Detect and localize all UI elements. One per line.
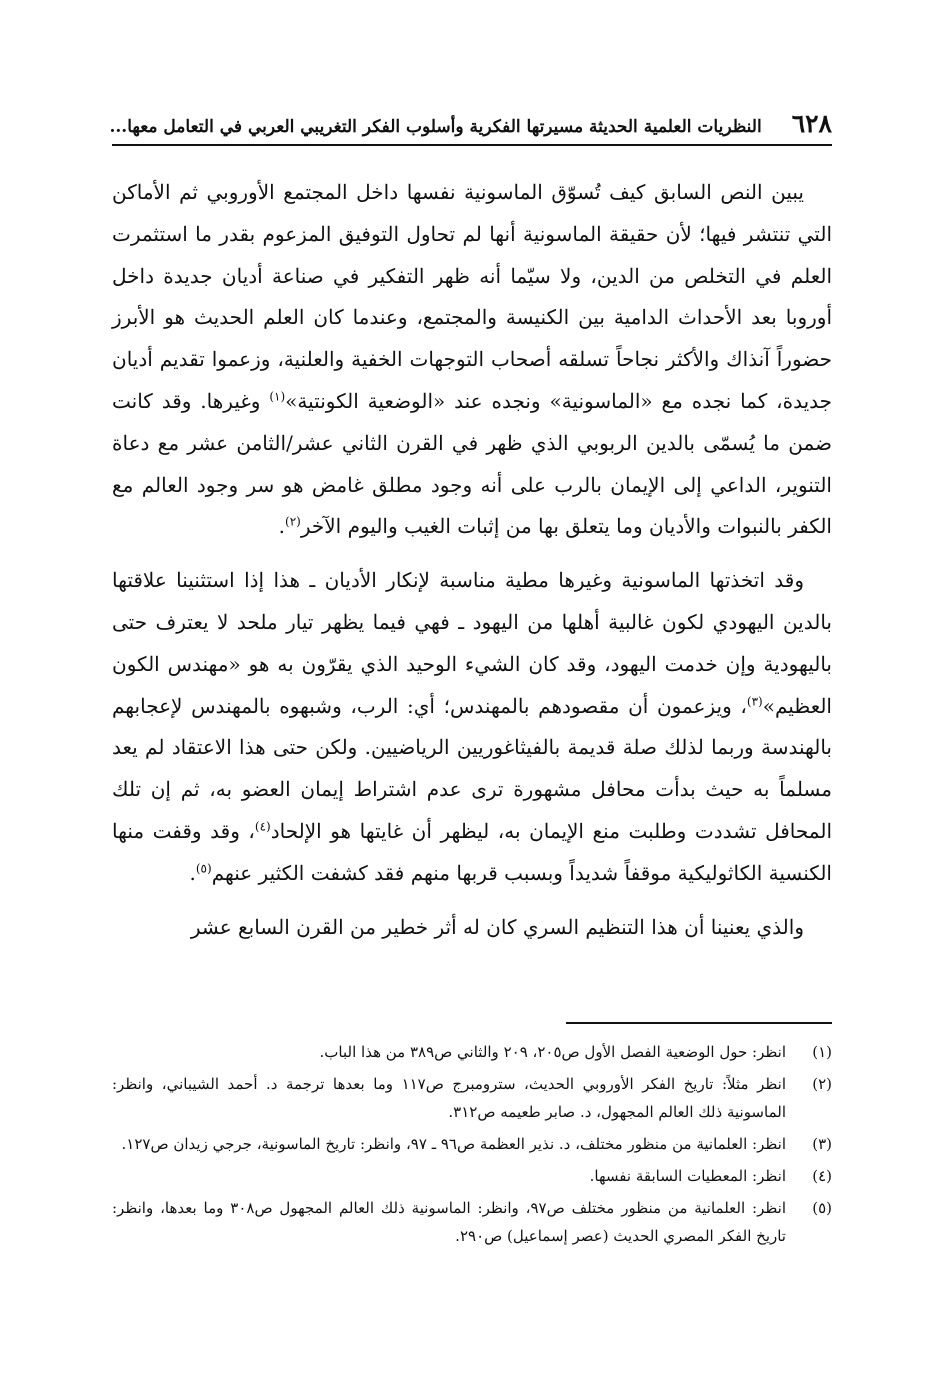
footnote-text: انظر: العلمانية من منظور مختلف ص٩٧، وانظر: الماسونية ذلك العالم المجهول ص٣٠٨ وما بعدها، وانظر: تاريخ الفكر المصري الحديث (عصر إسماعيل) ص٢٩٠.	[112, 1199, 786, 1245]
text-segment: .	[278, 514, 286, 539]
footnote-text: انظر: العلمانية من منظور مختلف، د. نذير العظمة ص٩٦ ـ ٩٧، وانظر: تاريخ الماسونية، جرجي زيدان ص١٢٧.	[121, 1135, 786, 1153]
text-segment: والذي يعنينا أن هذا التنظيم السري كان له أثر خطير من القرن السابع عشر	[190, 914, 804, 939]
footnote-separator	[566, 1022, 832, 1024]
footnote-ref-2: (٢)	[285, 514, 301, 529]
paragraph-3	[112, 907, 832, 949]
footnote-ref-3: (٣)	[746, 693, 763, 708]
footnote-1	[112, 1038, 832, 1066]
text-segment: .	[189, 860, 196, 885]
footnote-number: (٤)	[812, 1167, 832, 1185]
footnote-text: انظر مثلاً: تاريخ الفكر الأوروبي الحديث، سترومبرج ص١١٧ وما بعدها ترجمة د. أحمد الشيباني، وانظر: الماسونية ذلك العالم المجهول، د. صابر طعيمه ص٣١٢.	[112, 1075, 786, 1121]
footnote-number: (٢)	[812, 1075, 832, 1093]
text-segment: وقد اتخذتها الماسونية وغيرها مطية مناسبة لإنكار الأديان ـ هذا إذا استثنينا علاقتها بالدين اليهودي لكون غالبية أهلها من اليهود ـ فهي فيما يظهر تيار ملحد لا يعترف حتى باليهودية وإن خدمت اليهود، وقد كان الشيء الوحيد الذي يقرّون به هو «مهندس الكون العظيم»	[112, 568, 832, 718]
footnote-number: (٣)	[812, 1135, 832, 1153]
text-segment: وغيرها. وقد كانت ضمن ما يُسمّى بالدين الربوبي الذي ظهر في القرن الثاني عشر/الثامن عشر مع دعاة التنوير، الداعي إلى الإيمان بالرب على أنه وجود مطلق غامض هو سر وجود العالم مع الكفر بالنبوات والأديان وما يتعلق بها من إثبات الغيب واليوم الآخر	[112, 388, 832, 539]
footnote-ref-4: (٤)	[254, 819, 271, 834]
footnote-text: انظر: حول الوضعية الفصل الأول ص٢٠٥، ٢٠٩ والثاني ص٣٨٩ من هذا الباب.	[319, 1043, 786, 1061]
page-number: ٦٢٨	[791, 109, 832, 138]
footnote-3	[112, 1130, 832, 1158]
footnote-4	[112, 1162, 832, 1190]
text-segment: يبين النص السابق كيف تُسوّق الماسونية نفسها داخل المجتمع الأوروبي ثم الأماكن التي تنتشر فيها؛ لأن حقيقة الماسونية أنها لم تحاول التوفيق المزعوم بقدر ما استثمرت العلم في التخلص من الدين، ولا سيّما أنه ظهر التفكير في صناعة أديان جديدة داخل أوروبا بعد الأحداث الدامية بين الكنيسة والمجتمع، وعندما كان العلم الحديث هو الأبرز حضوراً آنذاك والأكثر نجاحاً تسلقه أصحاب التوجهات الخفية والعلنية، وزعموا تقديم أديان جديدة، كما نجده مع «الماسونية» ونجده عند «الوضعية الكونتية»	[112, 180, 832, 413]
paragraph-2	[112, 560, 832, 894]
page-header	[109, 104, 832, 146]
paragraph-1	[112, 172, 832, 548]
text-segment: ، ويزعمون أن مقصودهم بالمهندس؛ أي: الرب، وشبهوه بالمهندس لإعجابهم بالهندسة وربما لذلك صلة قديمة بالفيثاغوريين الرياضيين. ولكن حتى هذا الاعتقاد لم يعد مسلماً به حيث بدأت محافل مشهورة ترى عدم اشتراط إيمان العضو به، ثم إن تلك المحافل تشددت وطلبت منع الإيمان به، ليظهر أن غايتها هو الإلحاد	[112, 693, 833, 843]
body-text	[112, 172, 832, 948]
footnote-2	[112, 1070, 832, 1126]
footnotes	[112, 1038, 832, 1254]
text-segment: ، وقد وقفت منها الكنسية الكاثوليكية موقفاً شديداً وبسبب قربها منهم فقد كشفت الكثير عنهم	[112, 818, 832, 885]
footnote-ref-1: (١)	[269, 389, 286, 404]
footnote-ref-5: (٥)	[195, 861, 212, 876]
footnote-text: انظر: المعطيات السابقة نفسها.	[589, 1167, 786, 1185]
footnote-5	[112, 1194, 832, 1250]
footnote-number: (٥)	[812, 1199, 832, 1217]
running-title: النظريات العلمية الحديثة مسيرتها الفكرية وأسلوب الفكر التغريبي العربي في التعامل معها...	[109, 117, 762, 137]
footnote-number: (١)	[812, 1043, 832, 1061]
